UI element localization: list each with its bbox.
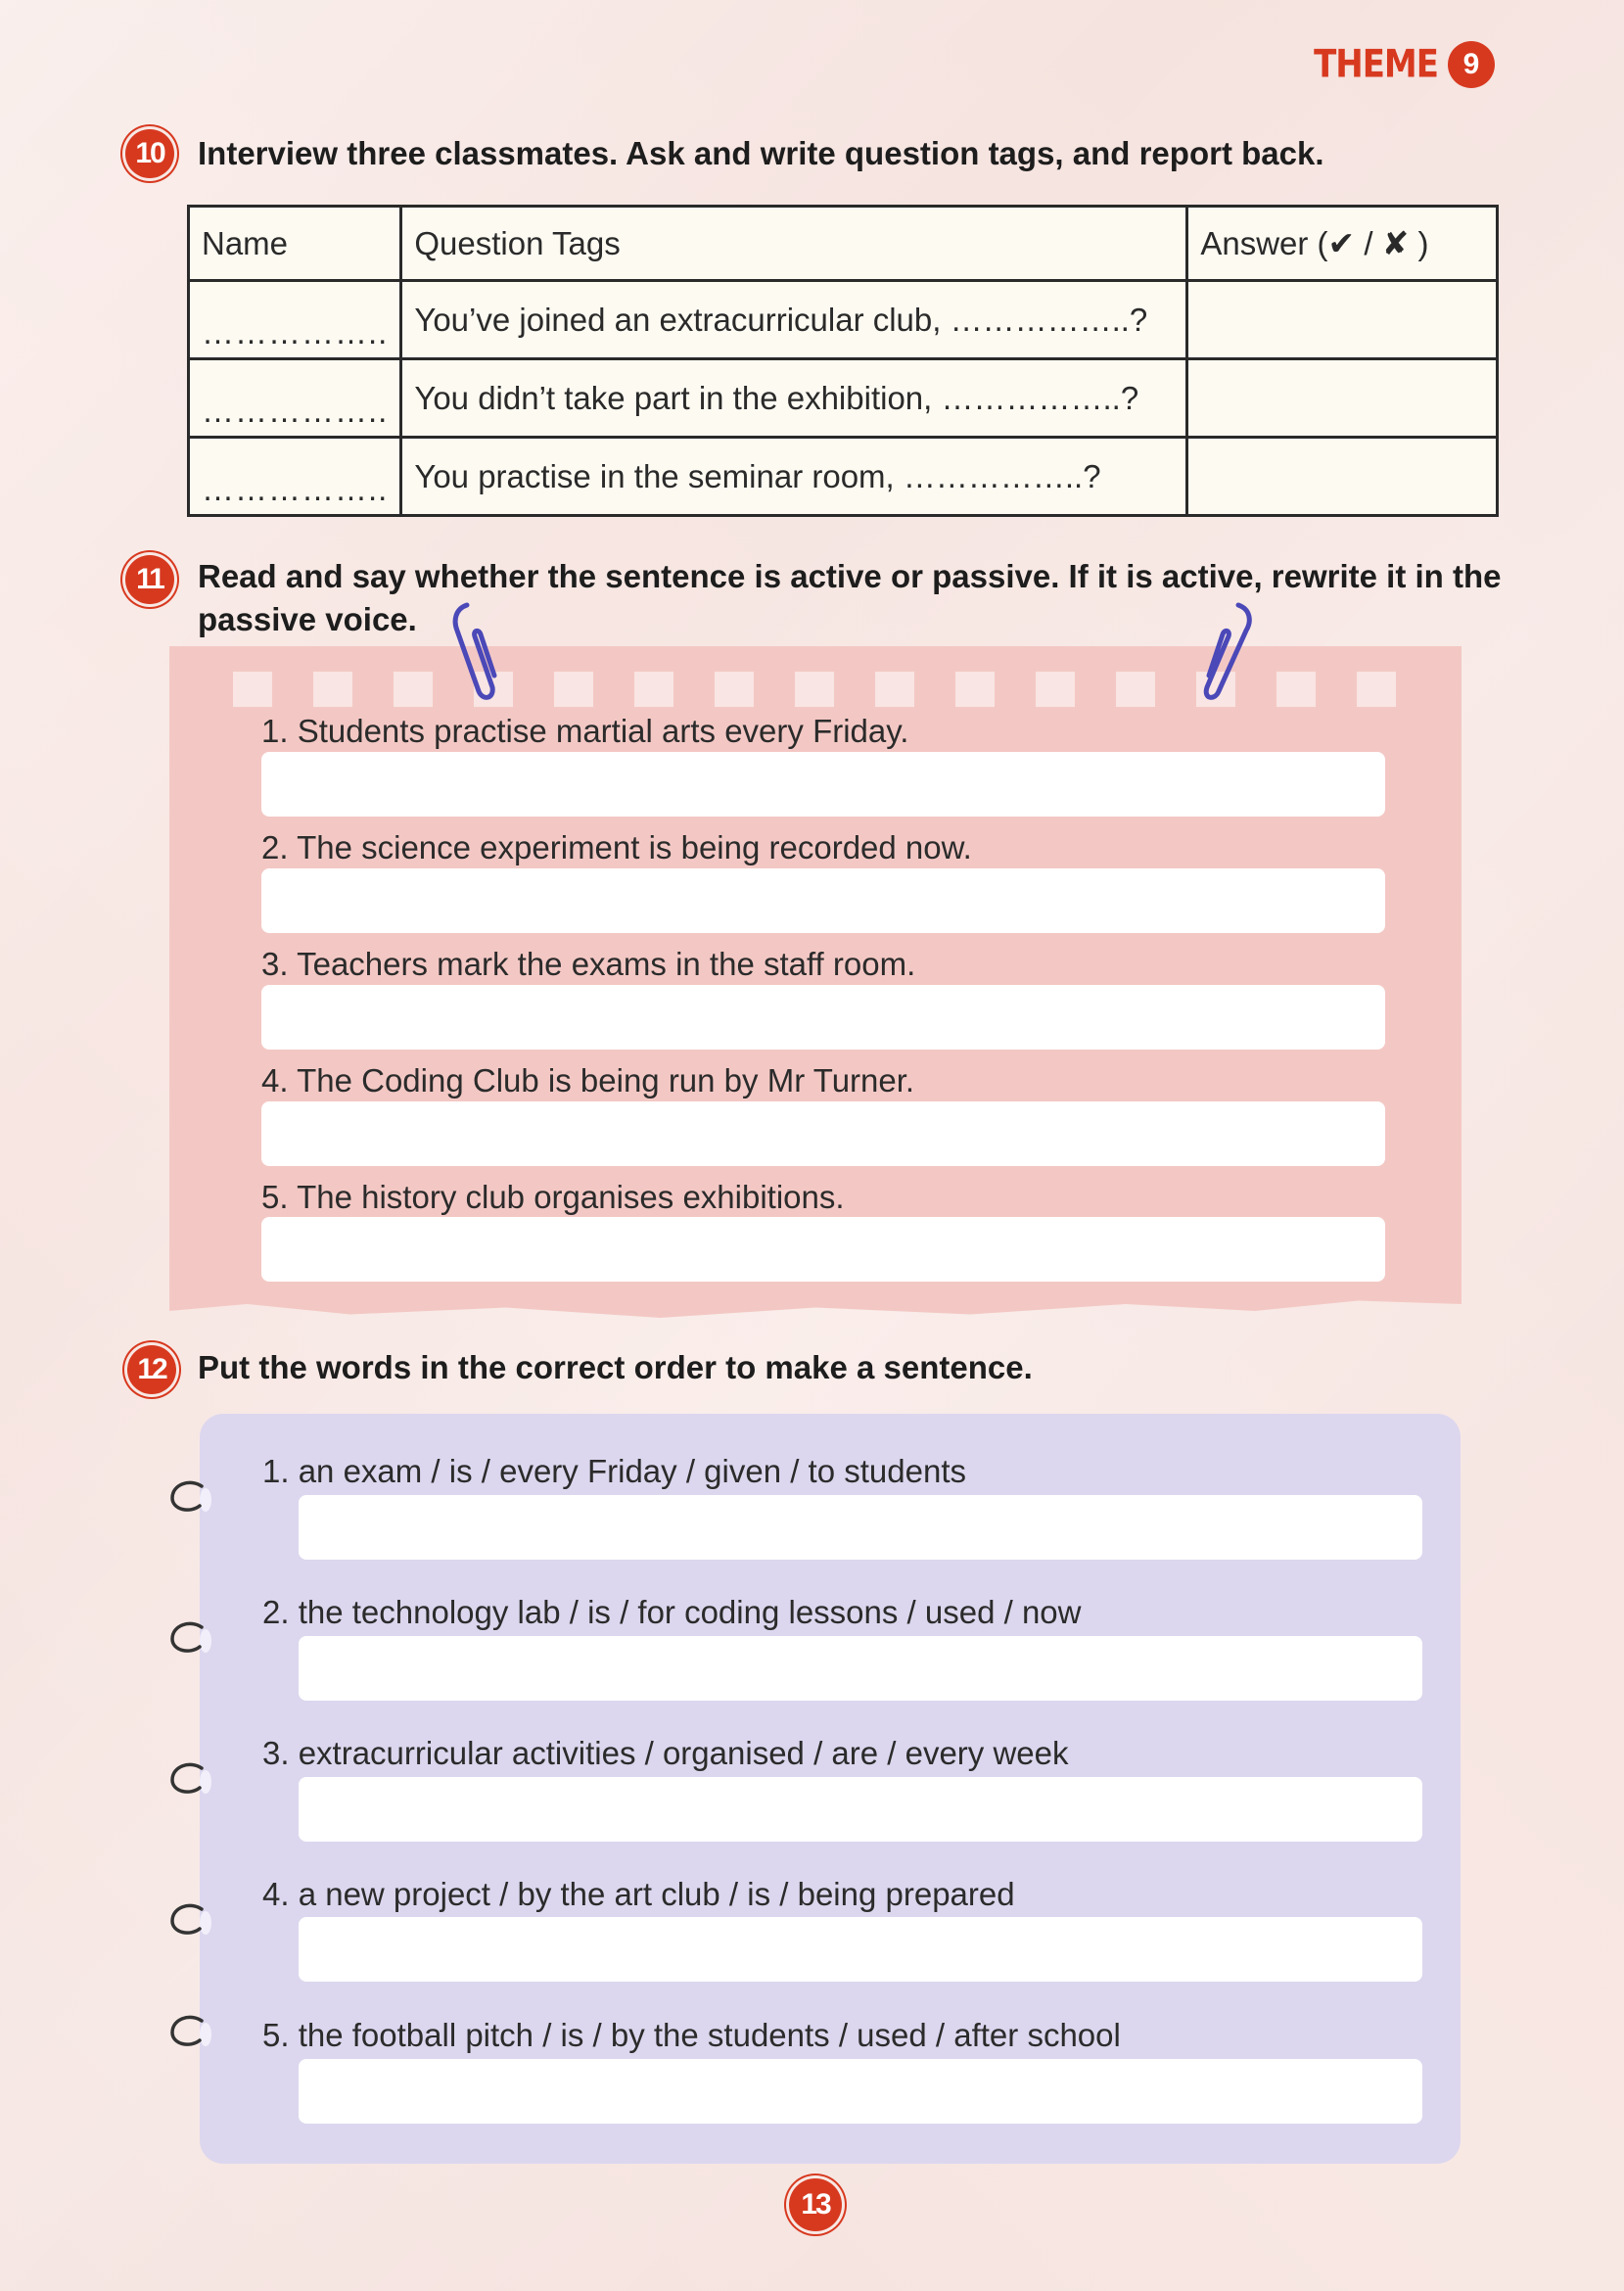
answer-cell[interactable] [1187, 359, 1498, 438]
exercise-11-title-line1: Read and say whether the sentence is active or passive. If it is active, rewrite it in the [198, 558, 1502, 594]
exercise-10-number: 10 [125, 129, 174, 178]
answer-cell[interactable] [1187, 281, 1498, 359]
paper-hole [554, 672, 593, 707]
ex11-answer-5[interactable] [261, 1217, 1385, 1282]
ex12-item-2: 2. the technology lab / is / for coding lessons / used / now [262, 1594, 1082, 1630]
paper-hole [313, 672, 352, 707]
name-cell[interactable]: …………….. [189, 281, 401, 359]
paper-hole [634, 672, 673, 707]
exercise-10-title: Interview three classmates. Ask and write question tags, and report back. [198, 135, 1324, 171]
header-question-tags: Question Tags [401, 207, 1187, 281]
ex12-answer-3[interactable] [299, 1777, 1422, 1842]
exercise-12-number: 12 [127, 1345, 176, 1394]
header-answer: Answer (✔ / ✘ ) [1187, 207, 1498, 281]
ex12-item-4: 4. a new project / by the art club / is / being prepared [262, 1876, 1015, 1912]
header-name: Name [189, 207, 401, 281]
name-cell[interactable]: …………….. [189, 359, 401, 438]
paper-hole [955, 672, 995, 707]
paper-hole [233, 672, 272, 707]
binder-ring-icon [168, 1476, 213, 1518]
theme-number: 9 [1448, 41, 1495, 88]
paper-hole [1276, 672, 1316, 707]
page-number: 13 [789, 2178, 842, 2231]
paper-hole [875, 672, 914, 707]
name-cell[interactable]: …………….. [189, 438, 401, 516]
ex11-item-5: 5. The history club organises exhibitions. [261, 1179, 845, 1215]
ex11-item-3: 3. Teachers mark the exams in the staff room. [261, 946, 916, 982]
table-header-row [189, 207, 1498, 281]
paper-hole [1357, 672, 1396, 707]
table-row [189, 359, 1498, 438]
paperclip-icon [1189, 597, 1258, 705]
ex11-answer-1[interactable] [261, 752, 1385, 817]
binder-ring-icon [168, 2011, 213, 2052]
table-row [189, 281, 1498, 359]
question-cell: You’ve joined an extracurricular club, ……………..? [401, 281, 1187, 359]
theme-badge [1314, 41, 1495, 88]
exercise-11-number: 11 [125, 555, 174, 604]
ex11-answer-4[interactable] [261, 1101, 1385, 1166]
ex12-item-5: 5. the football pitch / is / by the students / used / after school [262, 2017, 1121, 2053]
ex12-answer-2[interactable] [299, 1636, 1422, 1701]
ex12-answer-5[interactable] [299, 2059, 1422, 2124]
ex12-answer-1[interactable] [299, 1495, 1422, 1560]
paper-hole [1116, 672, 1155, 707]
binder-ring-icon [168, 1899, 213, 1940]
ex12-item-3: 3. extracurricular activities / organised / are / every week [262, 1735, 1069, 1771]
theme-label: THEME [1314, 42, 1438, 87]
binder-ring-icon [168, 1758, 213, 1800]
binder-ring-icon [168, 1617, 213, 1659]
ex12-answer-4[interactable] [299, 1917, 1422, 1982]
ex11-answer-2[interactable] [261, 868, 1385, 933]
question-cell: You practise in the seminar room, ……………..? [401, 438, 1187, 516]
question-cell: You didn’t take part in the exhibition, ……………..? [401, 359, 1187, 438]
paper-hole [1036, 672, 1075, 707]
ex11-item-1: 1. Students practise martial arts every Friday. [261, 713, 909, 749]
answer-cell[interactable] [1187, 438, 1498, 516]
ex11-item-2: 2. The science experiment is being recorded now. [261, 829, 972, 865]
exercise-11-title-line2: passive voice. [198, 601, 417, 637]
paper-hole [715, 672, 754, 707]
ex12-item-1: 1. an exam / is / every Friday / given / to students [262, 1453, 966, 1489]
paper-hole [795, 672, 834, 707]
table-row [189, 438, 1498, 516]
paper-hole [394, 672, 433, 707]
ex11-answer-3[interactable] [261, 985, 1385, 1050]
paperclip-icon [445, 597, 514, 705]
exercise-12-title: Put the words in the correct order to make a sentence. [198, 1349, 1033, 1385]
question-tags-table [187, 205, 1499, 517]
ex11-item-4: 4. The Coding Club is being run by Mr Turner. [261, 1062, 915, 1099]
